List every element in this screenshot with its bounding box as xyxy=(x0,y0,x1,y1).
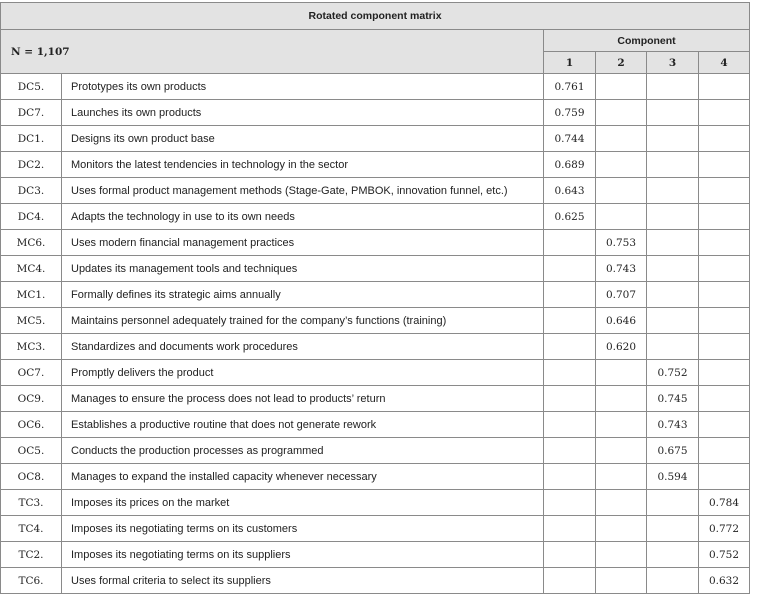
item-code: MC1. xyxy=(1,282,62,308)
item-code: OC8. xyxy=(1,464,62,490)
empty-cell xyxy=(544,490,596,516)
empty-cell xyxy=(544,282,596,308)
empty-cell xyxy=(647,256,699,282)
item-description: Uses modern financial management practices xyxy=(62,230,544,256)
empty-cell xyxy=(544,386,596,412)
loading-value: 0.643 xyxy=(544,178,596,204)
empty-cell xyxy=(647,74,699,100)
item-code: MC3. xyxy=(1,334,62,360)
empty-cell xyxy=(596,542,647,568)
loading-value: 0.743 xyxy=(596,256,647,282)
item-code: OC7. xyxy=(1,360,62,386)
empty-cell xyxy=(699,334,750,360)
table-row xyxy=(1,74,750,100)
loading-value: 0.625 xyxy=(544,204,596,230)
item-description: Formally defines its strategic aims annually xyxy=(62,282,544,308)
empty-cell xyxy=(544,308,596,334)
item-code: MC6. xyxy=(1,230,62,256)
item-description: Adapts the technology in use to its own needs xyxy=(62,204,544,230)
empty-cell xyxy=(544,464,596,490)
loading-value: 0.620 xyxy=(596,334,647,360)
empty-cell xyxy=(699,360,750,386)
item-description: Promptly delivers the product xyxy=(62,360,544,386)
empty-cell xyxy=(647,568,699,594)
empty-cell xyxy=(699,282,750,308)
loading-value: 0.752 xyxy=(647,360,699,386)
item-code: DC2. xyxy=(1,152,62,178)
item-code: DC7. xyxy=(1,100,62,126)
empty-cell xyxy=(647,204,699,230)
table-row xyxy=(1,256,750,282)
table-row xyxy=(1,178,750,204)
loading-value: 0.594 xyxy=(647,464,699,490)
item-code: MC5. xyxy=(1,308,62,334)
empty-cell xyxy=(699,204,750,230)
loading-value: 0.707 xyxy=(596,282,647,308)
loading-value: 0.744 xyxy=(544,126,596,152)
empty-cell xyxy=(596,516,647,542)
empty-cell xyxy=(544,334,596,360)
item-code: DC5. xyxy=(1,74,62,100)
empty-cell xyxy=(647,230,699,256)
empty-cell xyxy=(596,412,647,438)
empty-cell xyxy=(596,386,647,412)
empty-cell xyxy=(596,204,647,230)
item-code: TC4. xyxy=(1,516,62,542)
item-description: Monitors the latest tendencies in technology in the sector xyxy=(62,152,544,178)
table-body xyxy=(1,74,750,594)
table-row xyxy=(1,568,750,594)
empty-cell xyxy=(647,490,699,516)
empty-cell xyxy=(544,542,596,568)
table-row xyxy=(1,230,750,256)
loading-value: 0.761 xyxy=(544,74,596,100)
empty-cell xyxy=(596,126,647,152)
loading-value: 0.753 xyxy=(596,230,647,256)
item-code: MC4. xyxy=(1,256,62,282)
component-number-4: 4 xyxy=(699,52,750,74)
item-code: TC6. xyxy=(1,568,62,594)
component-number-3: 3 xyxy=(647,52,699,74)
item-description: Designs its own product base xyxy=(62,126,544,152)
empty-cell xyxy=(699,308,750,334)
empty-cell xyxy=(544,568,596,594)
empty-cell xyxy=(544,438,596,464)
table-row xyxy=(1,282,750,308)
item-description: Manages to ensure the process does not lead to products’ return xyxy=(62,386,544,412)
item-code: DC3. xyxy=(1,178,62,204)
empty-cell xyxy=(596,360,647,386)
loading-value: 0.752 xyxy=(699,542,750,568)
empty-cell xyxy=(699,126,750,152)
loading-value: 0.675 xyxy=(647,438,699,464)
item-description: Conducts the production processes as programmed xyxy=(62,438,544,464)
empty-cell xyxy=(596,152,647,178)
empty-cell xyxy=(596,74,647,100)
empty-cell xyxy=(699,438,750,464)
empty-cell xyxy=(699,412,750,438)
table-row xyxy=(1,386,750,412)
item-description: Imposes its negotiating terms on its suppliers xyxy=(62,542,544,568)
empty-cell xyxy=(647,542,699,568)
empty-cell xyxy=(647,516,699,542)
empty-cell xyxy=(544,412,596,438)
item-description: Standardizes and documents work procedures xyxy=(62,334,544,360)
empty-cell xyxy=(544,256,596,282)
empty-cell xyxy=(596,178,647,204)
table-row xyxy=(1,542,750,568)
table-row xyxy=(1,100,750,126)
empty-cell xyxy=(647,178,699,204)
loading-value: 0.646 xyxy=(596,308,647,334)
empty-cell xyxy=(596,568,647,594)
loading-value: 0.759 xyxy=(544,100,596,126)
item-description: Updates its management tools and techniques xyxy=(62,256,544,282)
table-row xyxy=(1,464,750,490)
sample-size-label: N = 1,107 xyxy=(1,30,544,74)
item-code: OC6. xyxy=(1,412,62,438)
empty-cell xyxy=(699,386,750,412)
item-description: Launches its own products xyxy=(62,100,544,126)
loading-value: 0.743 xyxy=(647,412,699,438)
table-title: Rotated component matrix xyxy=(1,3,750,30)
table-row xyxy=(1,204,750,230)
component-number-2: 2 xyxy=(596,52,647,74)
loading-value: 0.772 xyxy=(699,516,750,542)
item-code: OC9. xyxy=(1,386,62,412)
empty-cell xyxy=(699,74,750,100)
table-row xyxy=(1,490,750,516)
empty-cell xyxy=(699,152,750,178)
empty-cell xyxy=(544,230,596,256)
item-code: OC5. xyxy=(1,438,62,464)
component-number-1: 1 xyxy=(544,52,596,74)
item-description: Prototypes its own products xyxy=(62,74,544,100)
empty-cell xyxy=(647,152,699,178)
item-code: DC4. xyxy=(1,204,62,230)
rotated-component-matrix-table xyxy=(0,2,750,594)
empty-cell xyxy=(596,490,647,516)
item-description: Manages to expand the installed capacity whenever necessary xyxy=(62,464,544,490)
item-code: TC3. xyxy=(1,490,62,516)
item-description: Imposes its prices on the market xyxy=(62,490,544,516)
loading-value: 0.632 xyxy=(699,568,750,594)
table-row xyxy=(1,360,750,386)
empty-cell xyxy=(647,282,699,308)
empty-cell xyxy=(647,334,699,360)
loading-value: 0.745 xyxy=(647,386,699,412)
table-row xyxy=(1,438,750,464)
empty-cell xyxy=(699,178,750,204)
empty-cell xyxy=(544,360,596,386)
item-description: Maintains personnel adequately trained for the company’s functions (training) xyxy=(62,308,544,334)
table-row xyxy=(1,334,750,360)
empty-cell xyxy=(647,308,699,334)
component-header: Component xyxy=(544,30,750,52)
empty-cell xyxy=(647,126,699,152)
item-code: TC2. xyxy=(1,542,62,568)
table-row xyxy=(1,152,750,178)
item-description: Imposes its negotiating terms on its customers xyxy=(62,516,544,542)
empty-cell xyxy=(699,256,750,282)
item-description: Uses formal product management methods (Stage-Gate, PMBOK, innovation funnel, etc.) xyxy=(62,178,544,204)
empty-cell xyxy=(544,516,596,542)
empty-cell xyxy=(699,100,750,126)
table-row xyxy=(1,412,750,438)
table-row xyxy=(1,516,750,542)
item-description: Establishes a productive routine that does not generate rework xyxy=(62,412,544,438)
item-code: DC1. xyxy=(1,126,62,152)
loading-value: 0.784 xyxy=(699,490,750,516)
empty-cell xyxy=(699,230,750,256)
empty-cell xyxy=(647,100,699,126)
empty-cell xyxy=(699,464,750,490)
empty-cell xyxy=(596,438,647,464)
table-row xyxy=(1,126,750,152)
empty-cell xyxy=(596,464,647,490)
loading-value: 0.689 xyxy=(544,152,596,178)
table-row xyxy=(1,308,750,334)
empty-cell xyxy=(596,100,647,126)
item-description: Uses formal criteria to select its suppliers xyxy=(62,568,544,594)
